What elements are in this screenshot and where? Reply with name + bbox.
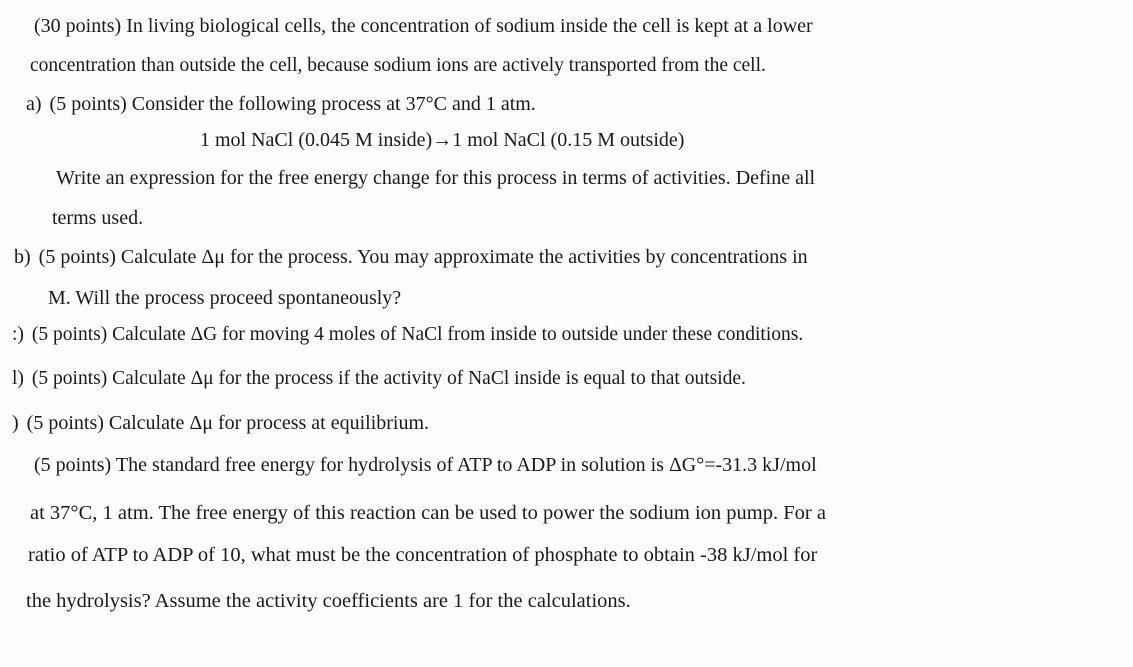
part-c-line xyxy=(12,323,803,347)
part-c-text: (5 points) Calculate ΔG for moving 4 moles of NaCl from inside to outside under these conditions. xyxy=(31,324,804,345)
part-b-text: (5 points) Calculate Δμ for the process. You may approximate the activities by concentrations in xyxy=(38,246,808,268)
part-a-text: (5 points) Consider the following process at 37°C and 1 atm. xyxy=(49,93,536,115)
part-f-line-4: the hydrolysis? Assume the activity coefficients are 1 for the calculations. xyxy=(26,590,631,612)
part-f-line-3: ratio of ATP to ADP of 10, what must be the concentration of phosphate to obtain -38 kJ/mol for xyxy=(28,544,818,566)
part-b-line xyxy=(14,245,808,269)
intro-line-1: (30 points) In living biological cells, the concentration of sodium inside the cell is kept at a lower xyxy=(34,15,813,37)
part-e-line xyxy=(12,411,429,435)
part-e-label: ) xyxy=(12,412,19,434)
part-a-followup-1: Write an expression for the free energy change for this process in terms of activities. Define all xyxy=(56,167,816,189)
part-a-line xyxy=(26,92,536,116)
part-f-line-1: (5 points) The standard free energy for hydrolysis of ATP to ADP in solution is ΔG°=-31.3 kJ/mol xyxy=(34,454,817,476)
part-e-text: (5 points) Calculate Δμ for process at equilibrium. xyxy=(26,412,430,434)
part-d-text: (5 points) Calculate Δμ for the process if the activity of NaCl inside is equal to that outside. xyxy=(31,368,746,389)
part-a-label: a) xyxy=(26,93,42,115)
part-d-label: l) xyxy=(12,368,24,389)
part-b-cont: M. Will the process proceed spontaneously? xyxy=(48,287,402,309)
part-a-followup-2: terms used. xyxy=(52,207,144,229)
part-f-line-2: at 37°C, 1 atm. The free energy of this reaction can be used to power the sodium ion pump. For a xyxy=(30,502,826,524)
intro-line-2: concentration than outside the cell, because sodium ions are actively transported from the cell. xyxy=(30,55,766,76)
part-c-label: :) xyxy=(12,324,24,345)
part-a-equation: 1 mol NaCl (0.045 M inside)→1 mol NaCl (0.15 M outside) xyxy=(200,129,685,151)
part-d-line xyxy=(12,367,746,391)
part-b-label: b) xyxy=(14,246,31,268)
